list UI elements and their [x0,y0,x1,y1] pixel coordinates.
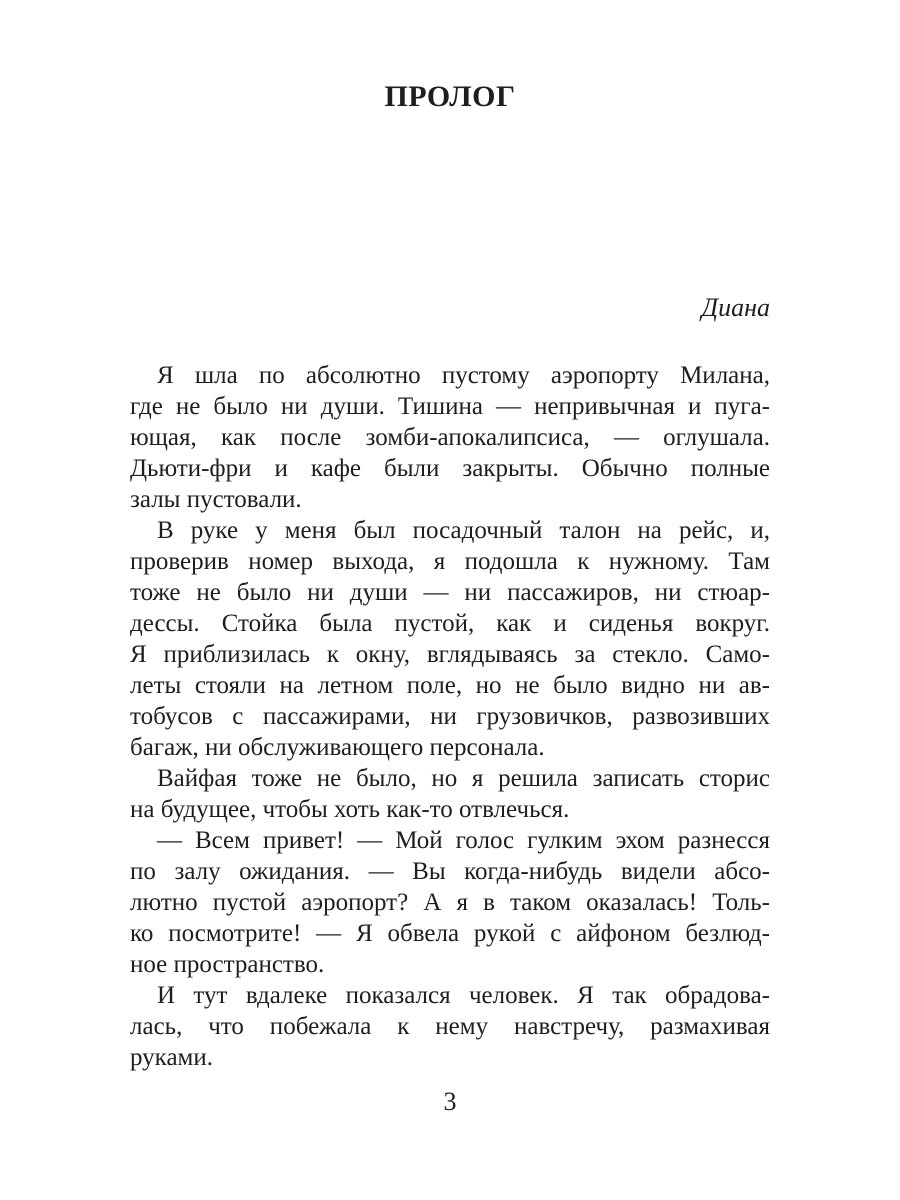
text-line: дессы. Стойка была пустой, как и сиденья вокруг. [130,610,770,637]
paragraph [130,360,770,515]
text-line: Я шла по абсолютно пустому аэропорту Милана, [157,362,770,389]
paragraph [130,515,770,763]
paragraph [130,825,770,980]
text-line: И тут вдалеке показался человек. Я так обрадова- [157,982,770,1009]
text-line: Дьюти-фри и кафе были закрыты. Обычно полные [130,455,770,482]
body-text [130,360,770,1073]
page-number: 3 [443,1087,457,1116]
pov-byline: Диана [701,293,770,322]
text-line: В руке у меня был посадочный талон на рейс, и, [157,517,770,544]
text-line: лась, что побежала к нему навстречу, размахивая [130,1013,770,1040]
text-line: ное пространство. [130,951,325,978]
text-line: тоже не было ни души — ни пассажиров, ни стюар- [130,579,770,606]
text-line: руками. [130,1044,213,1071]
text-line: залы пустовали. [130,486,302,513]
text-line: по залу ожидания. — Вы когда-нибудь видели абсо- [130,858,770,885]
text-line: — Всем привет! — Мой голос гулким эхом разнесся [157,827,770,854]
text-line: Я приблизилась к окну, вглядываясь за стекло. Само- [130,641,770,668]
text-line: проверив номер выхода, я подошла к нужному. Там [130,548,770,575]
text-line: тобусов с пассажирами, ни грузовичков, развозивших [130,703,770,730]
paragraph [130,763,770,825]
text-line: ющая, как после зомби-апокалипсиса, — оглушала. [130,424,770,451]
text-line: ко посмотрите! — Я обвела рукой с айфоном безлюд- [130,920,770,947]
paragraph [130,980,770,1073]
text-line: лютно пустой аэропорт? А я в таком оказалась! Толь- [130,889,770,916]
text-line: багаж, ни обслуживающего персонала. [130,734,545,761]
text-line: Вайфая тоже не было, но я решила записать сторис [157,765,770,792]
text-line: леты стояли на летном поле, но не было видно ни ав- [130,672,770,699]
text-line: на будущее, чтобы хоть как-то отвлечься. [130,796,570,823]
chapter-heading: ПРОЛОГ [384,80,516,113]
text-line: где не было ни души. Тишина — непривычная и пуга- [130,393,770,420]
